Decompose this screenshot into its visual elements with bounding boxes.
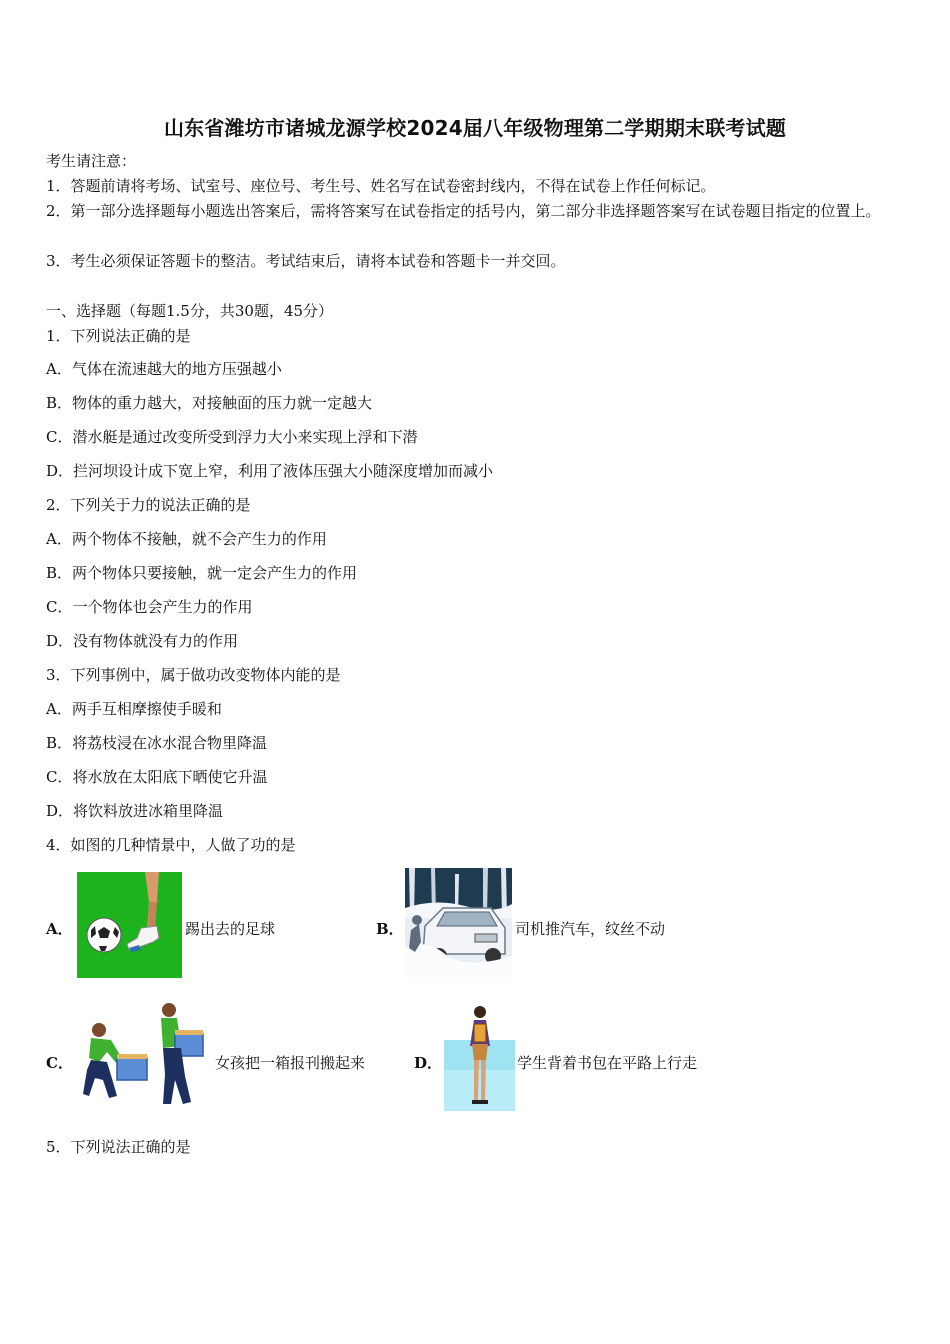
question-2-stem: 2．下列关于力的说法正确的是	[46, 496, 251, 514]
question-2-option-c: C．一个物体也会产生力的作用	[46, 598, 253, 616]
question-4-option-c-text: 女孩把一箱报刊搬起来	[215, 1054, 366, 1072]
question-1-stem: 1．下列说法正确的是	[46, 327, 191, 345]
question-4-option-a-letter: A．	[46, 920, 73, 938]
question-1-option-b: B．物体的重力越大，对接触面的压力就一定越大	[46, 394, 373, 412]
question-2-option-a: A．两个物体不接触，就不会产生力的作用	[46, 530, 327, 548]
question-3-option-d: D．将饮料放进冰箱里降温	[46, 802, 224, 820]
question-1-option-c: C．潜水艇是通过改变所受到浮力大小来实现上浮和下潜	[46, 428, 418, 446]
question-1-option-a: A．气体在流速越大的地方压强越小	[46, 360, 282, 378]
question-3-option-a: A．两手互相摩擦使手暖和	[46, 700, 222, 718]
car-in-snow-picture	[405, 868, 512, 981]
question-4-option-b-letter: B．	[376, 920, 404, 938]
page-title: 山东省潍坊市诸城龙源学校2024届八年级物理第二学期期末联考试题	[163, 116, 787, 140]
notice-heading: 考生请注意：	[46, 152, 137, 170]
question-4-option-c-letter: C．	[46, 1054, 73, 1072]
lifting-box-picture	[77, 1000, 212, 1108]
question-4-option-a-text: 踢出去的足球	[185, 920, 276, 938]
section-heading: 一、选择题（每题1.5分，共30题，45分）	[46, 302, 334, 320]
question-3-option-b: B．将荔枝浸在冰水混合物里降温	[46, 734, 268, 752]
notice-item-2: 2．第一部分选择题每小题选出答案后，需将答案写在试卷指定的括号内，第二部分非选择题答案写在试卷题目指定的位置上。	[46, 202, 881, 220]
question-3-option-c: C．将水放在太阳底下晒使它升温	[46, 768, 268, 786]
notice-item-1: 1．答题前请将考场、试室号、座位号、考生号、姓名写在试卷密封线内，不得在试卷上作任何标记。	[46, 177, 716, 195]
question-4-option-d-letter: D．	[414, 1054, 443, 1072]
soccer-kick-picture	[77, 872, 182, 978]
question-2-option-b: B．两个物体只要接触，就一定会产生力的作用	[46, 564, 358, 582]
question-5-stem: 5．下列说法正确的是	[46, 1138, 191, 1156]
walking-student-picture	[444, 1000, 515, 1111]
question-4-stem: 4．如图的几种情景中，人做了功的是	[46, 836, 296, 854]
question-3-stem: 3．下列事例中，属于做功改变物体内能的是	[46, 666, 341, 684]
question-4-option-b-text: 司机推汽车，纹丝不动	[515, 920, 666, 938]
question-4-option-d-text: 学生背着书包在平路上行走	[517, 1054, 698, 1072]
question-1-option-d: D．拦河坝设计成下宽上窄，利用了液体压强大小随深度增加而减小	[46, 462, 494, 480]
question-2-option-d: D．没有物体就没有力的作用	[46, 632, 239, 650]
notice-item-3: 3．考生必须保证答题卡的整洁。考试结束后，请将本试卷和答题卡一并交回。	[46, 252, 566, 270]
